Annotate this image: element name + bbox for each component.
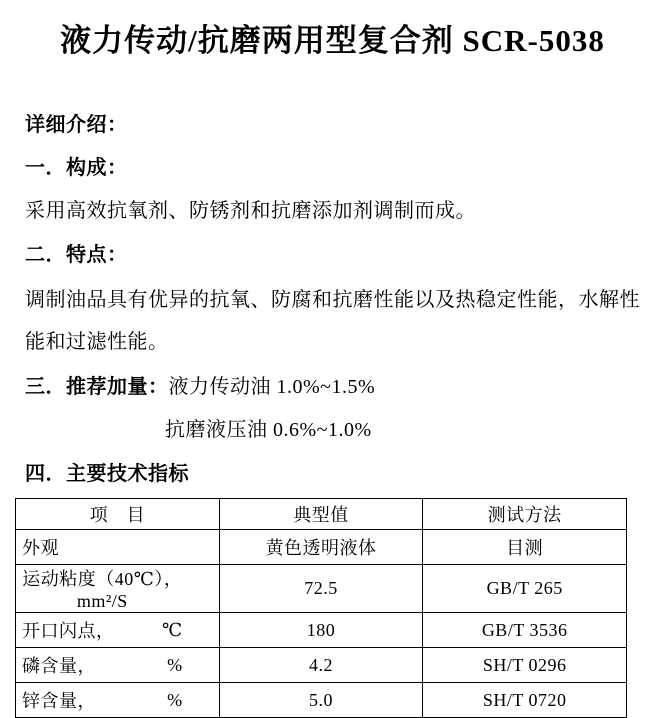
header-method: 测试方法 xyxy=(423,499,627,530)
header-item: 项 目 xyxy=(16,499,220,530)
row-item-unit: % xyxy=(167,654,183,675)
row-test-method: GB/T 3536 xyxy=(423,613,627,648)
section-heading-features: 二．特点： xyxy=(25,244,128,266)
section-heading-specs: 四．主要技术指标 xyxy=(25,463,189,485)
row-typical-value: 72.5 xyxy=(219,565,423,613)
row-typical-value: 5.0 xyxy=(219,683,423,718)
row-item-label: 运动粘度（40℃），mm²/S xyxy=(22,569,183,611)
row-test-method: 目测 xyxy=(423,530,627,565)
row-test-method: SH/T 0720 xyxy=(423,683,627,718)
table-row xyxy=(16,648,627,683)
intro-label: 详细介绍： xyxy=(25,114,128,136)
dosage-value-2: 抗磨液压油 0.6%~1.0% xyxy=(165,419,372,441)
row-item-unit: ℃ xyxy=(162,619,183,640)
features-body: 调制油品具有优异的抗氧、防腐和抗磨性能以及热稳定性能，水解性能和过滤性能。 xyxy=(25,289,640,353)
table-header-row xyxy=(16,499,627,530)
row-test-method: SH/T 0296 xyxy=(423,648,627,683)
composition-body: 采用高效抗氧剂、防锈剂和抗磨添加剂调制而成。 xyxy=(25,200,476,222)
row-typical-value: 4.2 xyxy=(219,648,423,683)
document-title: 液力传动/抗磨两用型复合剂 SCR-5038 xyxy=(60,23,605,58)
table-row xyxy=(16,683,627,718)
spec-table xyxy=(15,498,627,718)
row-item-label: 磷含量， xyxy=(22,656,96,676)
row-typical-value: 180 xyxy=(219,613,423,648)
section-heading-composition: 一．构成： xyxy=(25,157,128,179)
row-item-label: 外观 xyxy=(22,538,59,558)
section-heading-dosage: 三．推荐加量： xyxy=(25,376,169,398)
row-item-unit: % xyxy=(167,689,183,710)
dosage-line-1 xyxy=(25,375,650,399)
row-test-method: GB/T 265 xyxy=(423,565,627,613)
table-row xyxy=(16,530,627,565)
dosage-value-1: 液力传动油 1.0%~1.5% xyxy=(168,376,376,398)
table-row xyxy=(16,565,627,613)
row-item-label: 开口闪点， xyxy=(22,621,115,641)
table-row xyxy=(16,613,627,648)
row-typical-value: 黄色透明液体 xyxy=(219,530,423,565)
row-item-label: 锌含量， xyxy=(22,691,96,711)
header-typical: 典型值 xyxy=(219,499,423,530)
